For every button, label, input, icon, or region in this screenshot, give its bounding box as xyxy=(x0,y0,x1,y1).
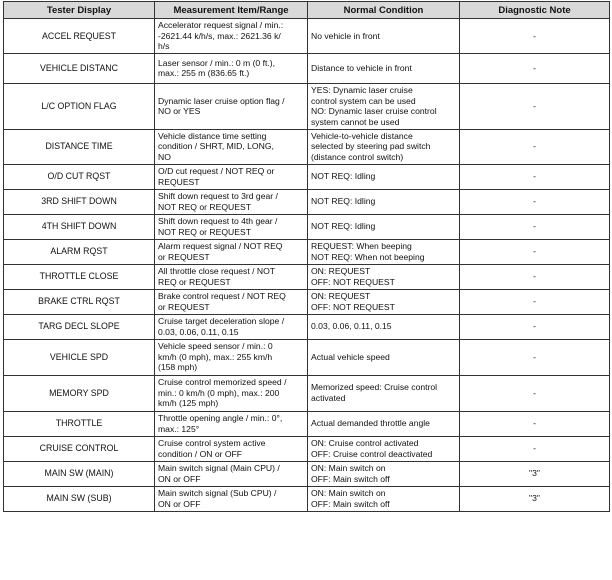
normal-condition-cell xyxy=(308,19,460,54)
measurement-line: -2621.44 k/h/s, max.: 2621.36 k/ xyxy=(158,30,281,41)
measurement-cell xyxy=(155,375,308,411)
normal-condition-line: ON: Main switch on xyxy=(311,487,386,498)
normal-condition-line: No vehicle in front xyxy=(311,30,380,41)
diagnostic-note-cell: - xyxy=(460,339,610,375)
measurement-line: max.: 125° xyxy=(158,423,200,434)
measurement-cell xyxy=(155,264,308,289)
measurement-line: km/h (125 mph) xyxy=(158,398,219,409)
measurement-line: Cruise target deceleration slope / xyxy=(158,315,285,326)
tester-display-cell: VEHICLE DISTANC xyxy=(4,53,155,83)
normal-condition-line: Actual demanded throttle angle xyxy=(311,418,430,429)
measurement-line: Cruise control memorized speed / xyxy=(158,377,287,388)
normal-condition-line: NOT REQ: Idling xyxy=(311,171,376,182)
tester-display-cell: THROTTLE CLOSE xyxy=(4,264,155,289)
normal-condition-line: ON: REQUEST xyxy=(311,265,371,276)
diagnostic-note-cell: - xyxy=(460,289,610,314)
diagnostic-note-cell: - xyxy=(460,19,610,54)
normal-condition-cell xyxy=(308,214,460,239)
normal-condition-line: system cannot be used xyxy=(311,116,400,127)
measurement-line: Dynamic laser cruise option flag / xyxy=(158,95,285,106)
measurement-line: 0.03, 0.06, 0.11, 0.15 xyxy=(158,326,239,337)
normal-condition-line: Vehicle-to-vehicle distance xyxy=(311,130,413,141)
diagnostic-note-cell: - xyxy=(460,214,610,239)
table-row xyxy=(4,164,610,189)
normal-condition-cell xyxy=(308,436,460,461)
normal-condition-line: NOT REQ: Idling xyxy=(311,221,376,232)
table-row xyxy=(4,53,610,83)
diagnostic-note-cell: - xyxy=(460,314,610,339)
table-row xyxy=(4,436,610,461)
header-diagnostic-note: Diagnostic Note xyxy=(460,2,610,19)
measurement-line: Vehicle speed sensor / min.: 0 xyxy=(158,341,273,352)
normal-condition-cell xyxy=(308,375,460,411)
diagnostic-note-cell: - xyxy=(460,83,610,129)
normal-condition-cell xyxy=(308,83,460,129)
normal-condition-cell xyxy=(308,164,460,189)
normal-condition-cell xyxy=(308,411,460,436)
diagnostic-note-cell: - xyxy=(460,53,610,83)
diagnostic-note-cell: - xyxy=(460,436,610,461)
tester-display-cell: ALARM RQST xyxy=(4,239,155,264)
diagnostic-note-cell: "3" xyxy=(460,461,610,486)
measurement-line: NO or YES xyxy=(158,106,201,117)
table-row xyxy=(4,19,610,54)
measurement-line: Brake control request / NOT REQ xyxy=(158,290,286,301)
measurement-line: Alarm request signal / NOT REQ xyxy=(158,240,283,251)
tester-display-cell: MAIN SW (MAIN) xyxy=(4,461,155,486)
normal-condition-line: OFF: Main switch off xyxy=(311,473,390,484)
measurement-line: or REQUEST xyxy=(158,301,210,312)
data-list-table xyxy=(3,1,610,512)
normal-condition-cell xyxy=(308,339,460,375)
diagnostic-note-cell: - xyxy=(460,264,610,289)
normal-condition-line: Distance to vehicle in front xyxy=(311,62,412,73)
normal-condition-line: ON: REQUEST xyxy=(311,290,371,301)
measurement-line: Shift down request to 3rd gear / xyxy=(158,190,278,201)
normal-condition-cell xyxy=(308,461,460,486)
measurement-cell xyxy=(155,314,308,339)
measurement-cell xyxy=(155,411,308,436)
diagnostic-note-cell: - xyxy=(460,411,610,436)
tester-display-cell: 3RD SHIFT DOWN xyxy=(4,189,155,214)
tester-display-cell: ACCEL REQUEST xyxy=(4,19,155,54)
measurement-line: Vehicle distance time setting xyxy=(158,130,267,141)
measurement-line: REQUEST xyxy=(158,176,200,187)
measurement-cell xyxy=(155,486,308,511)
measurement-cell xyxy=(155,339,308,375)
normal-condition-line: OFF: Main switch off xyxy=(311,498,390,509)
table-body xyxy=(4,19,610,512)
normal-condition-cell xyxy=(308,486,460,511)
measurement-line: Shift down request to 4th gear / xyxy=(158,215,278,226)
normal-condition-line: 0.03, 0.06, 0.11, 0.15 xyxy=(311,321,392,332)
normal-condition-line: REQUEST: When beeping xyxy=(311,240,412,251)
measurement-line: NOT REQ or REQUEST xyxy=(158,201,251,212)
measurement-line: All throttle close request / NOT xyxy=(158,265,276,276)
measurement-line: or REQUEST xyxy=(158,251,210,262)
tester-display-cell: 4TH SHIFT DOWN xyxy=(4,214,155,239)
measurement-line: condition / SHRT, MID, LONG, xyxy=(158,141,274,152)
normal-condition-cell xyxy=(308,289,460,314)
measurement-line: (158 mph) xyxy=(158,362,198,373)
measurement-line: NOT REQ or REQUEST xyxy=(158,226,251,237)
tester-display-cell: L/C OPTION FLAG xyxy=(4,83,155,129)
measurement-cell xyxy=(155,129,308,164)
normal-condition-line: Actual vehicle speed xyxy=(311,351,390,362)
measurement-line: ON or OFF xyxy=(158,473,201,484)
table-row xyxy=(4,486,610,511)
normal-condition-line: OFF: Cruise control deactivated xyxy=(311,448,433,459)
diagnostic-note-cell: - xyxy=(460,164,610,189)
diagnostic-note-cell: - xyxy=(460,189,610,214)
diagnostic-note-cell: - xyxy=(460,129,610,164)
measurement-cell xyxy=(155,289,308,314)
measurement-cell xyxy=(155,436,308,461)
tester-display-cell: VEHICLE SPD xyxy=(4,339,155,375)
measurement-line: km/h (0 mph), max.: 255 km/h xyxy=(158,351,273,362)
measurement-cell xyxy=(155,239,308,264)
normal-condition-line: YES: Dynamic laser cruise xyxy=(311,85,413,96)
measurement-line: max.: 255 m (836.65 ft.) xyxy=(158,68,250,79)
measurement-line: condition / ON or OFF xyxy=(158,448,243,459)
table-row xyxy=(4,264,610,289)
header-measurement-item: Measurement Item/Range xyxy=(155,2,308,19)
tester-display-cell: MEMORY SPD xyxy=(4,375,155,411)
normal-condition-cell xyxy=(308,264,460,289)
normal-condition-cell xyxy=(308,314,460,339)
measurement-line: Cruise control system active xyxy=(158,437,266,448)
measurement-cell xyxy=(155,214,308,239)
table-row xyxy=(4,411,610,436)
normal-condition-line: selected by steering pad switch xyxy=(311,141,431,152)
normal-condition-cell xyxy=(308,239,460,264)
measurement-line: Main switch signal (Main CPU) / xyxy=(158,462,280,473)
measurement-cell xyxy=(155,19,308,54)
table-row xyxy=(4,339,610,375)
table-row xyxy=(4,461,610,486)
normal-condition-line: Memorized speed: Cruise control xyxy=(311,382,438,393)
measurement-line: Throttle opening angle / min.: 0°, xyxy=(158,412,283,423)
measurement-cell xyxy=(155,461,308,486)
table-row xyxy=(4,129,610,164)
normal-condition-cell xyxy=(308,189,460,214)
table-row xyxy=(4,239,610,264)
measurement-line: Laser sensor / min.: 0 m (0 ft.), xyxy=(158,57,276,68)
normal-condition-line: ON: Main switch on xyxy=(311,462,386,473)
measurement-line: h/s xyxy=(158,41,170,52)
normal-condition-line: NOT REQ: When not beeping xyxy=(311,251,425,262)
tester-display-cell: DISTANCE TIME xyxy=(4,129,155,164)
table-row xyxy=(4,83,610,129)
normal-condition-cell xyxy=(308,53,460,83)
normal-condition-line: NO: Dynamic laser cruise control xyxy=(311,106,437,117)
table-row xyxy=(4,289,610,314)
normal-condition-line: ON: Cruise control activated xyxy=(311,437,419,448)
measurement-line: O/D cut request / NOT REQ or xyxy=(158,165,275,176)
normal-condition-line: NOT REQ: Idling xyxy=(311,196,376,207)
measurement-line: NO xyxy=(158,151,171,162)
table-row xyxy=(4,189,610,214)
diagnostic-note-cell: - xyxy=(460,375,610,411)
measurement-cell xyxy=(155,164,308,189)
header-normal-condition: Normal Condition xyxy=(308,2,460,19)
tester-display-cell: O/D CUT RQST xyxy=(4,164,155,189)
measurement-cell xyxy=(155,83,308,129)
tester-display-cell: CRUISE CONTROL xyxy=(4,436,155,461)
normal-condition-cell xyxy=(308,129,460,164)
tester-display-cell: MAIN SW (SUB) xyxy=(4,486,155,511)
tester-display-cell: TARG DECL SLOPE xyxy=(4,314,155,339)
measurement-line: Main switch signal (Sub CPU) / xyxy=(158,487,277,498)
normal-condition-line: OFF: NOT REQUEST xyxy=(311,276,395,287)
measurement-line: min.: 0 km/h (0 mph), max.: 200 xyxy=(158,387,280,398)
normal-condition-line: (distance control switch) xyxy=(311,151,404,162)
normal-condition-line: control system can be used xyxy=(311,95,416,106)
table-row xyxy=(4,214,610,239)
header-tester-display: Tester Display xyxy=(4,2,155,19)
measurement-cell xyxy=(155,189,308,214)
normal-condition-line: OFF: NOT REQUEST xyxy=(311,301,395,312)
table-row xyxy=(4,314,610,339)
diagnostic-note-cell: "3" xyxy=(460,486,610,511)
normal-condition-line: activated xyxy=(311,393,346,404)
tester-display-cell: BRAKE CTRL RQST xyxy=(4,289,155,314)
diagnostic-note-cell: - xyxy=(460,239,610,264)
measurement-line: Accelerator request signal / min.: xyxy=(158,20,284,30)
header-row xyxy=(4,2,610,19)
tester-display-cell: THROTTLE xyxy=(4,411,155,436)
table-row xyxy=(4,375,610,411)
measurement-line: REQ or REQUEST xyxy=(158,276,231,287)
measurement-cell xyxy=(155,53,308,83)
measurement-line: ON or OFF xyxy=(158,498,201,509)
